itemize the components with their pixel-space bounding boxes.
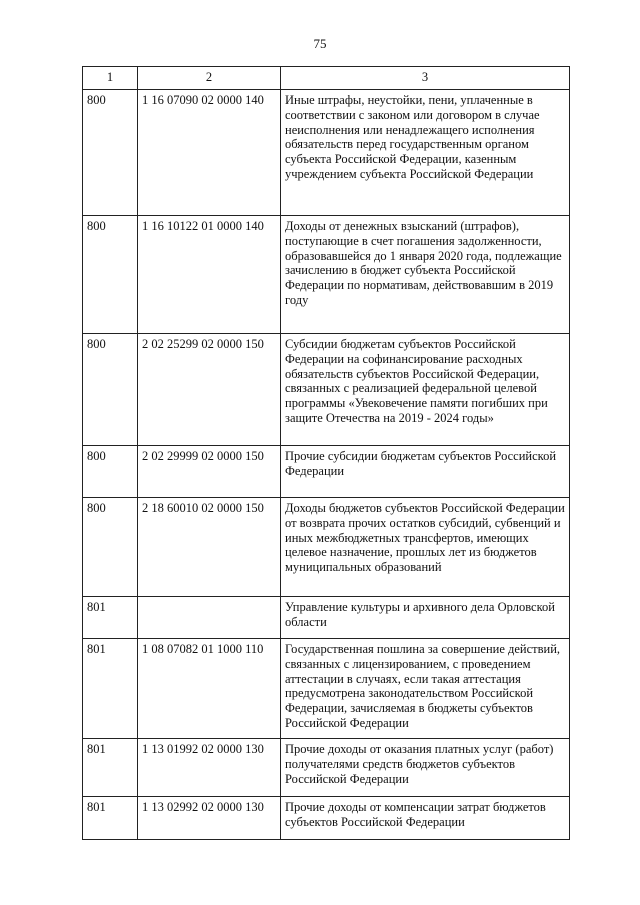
- revenue-name-cell: Прочие доходы от компенсации затрат бюджетов субъектов Российской Федерации: [281, 797, 570, 840]
- revenue-name-cell: Доходы бюджетов субъектов Российской Федерации от возврата прочих остатков субсидий, субвенций и иных межбюджетных трансфертов, имеющих целевое назначение, прошлых лет из бюджетов муниципальных образований: [281, 498, 570, 597]
- table-header-row: [83, 67, 570, 90]
- revenue-code-cell: 1 13 02992 02 0000 130: [138, 797, 281, 840]
- revenue-code-cell: [138, 597, 281, 639]
- revenue-code-cell: 1 08 07082 01 1000 110: [138, 639, 281, 739]
- revenue-name-cell: Прочие доходы от оказания платных услуг (работ) получателями средств бюджетов субъектов Российской Федерации: [281, 739, 570, 797]
- revenue-codes-table: [82, 66, 570, 840]
- table-row: [83, 334, 570, 446]
- revenue-name-cell: Иные штрафы, неустойки, пени, уплаченные в соответствии с законом или договором в случае неисполнения или ненадлежащего исполнения обязательств перед государственным органом субъекта Российской Федерации, казенным учреждением субъекта Российской Федерации: [281, 90, 570, 216]
- column-header-3: 3: [281, 67, 570, 90]
- admin-code-cell: 801: [83, 797, 138, 840]
- revenue-name-cell: Прочие субсидии бюджетам субъектов Российской Федерации: [281, 446, 570, 498]
- admin-code-cell: 801: [83, 739, 138, 797]
- admin-code-cell: 801: [83, 597, 138, 639]
- table-row: [83, 216, 570, 334]
- admin-code-cell: 800: [83, 216, 138, 334]
- admin-code-cell: 800: [83, 446, 138, 498]
- revenue-code-cell: 1 13 01992 02 0000 130: [138, 739, 281, 797]
- revenue-code-cell: 1 16 07090 02 0000 140: [138, 90, 281, 216]
- table-row: [83, 90, 570, 216]
- admin-code-cell: 800: [83, 334, 138, 446]
- table-row: [83, 639, 570, 739]
- admin-code-cell: 800: [83, 498, 138, 597]
- revenue-name-cell: Государственная пошлина за совершение действий, связанных с лицензированием, с проведением аттестации в случаях, если такая аттестация предусмотрена законодательством Российской Федерации, зачисляемая в бюджеты субъектов Российской Федерации: [281, 639, 570, 739]
- revenue-code-cell: 2 02 29999 02 0000 150: [138, 446, 281, 498]
- revenue-name-cell: Субсидии бюджетам субъектов Российской Федерации на софинансирование расходных обязательств субъектов Российской Федерации, связанных с реализацией федеральной целевой программы «Увековечение памяти погибших при защите Отечества на 2019 - 2024 годы»: [281, 334, 570, 446]
- revenue-code-cell: 2 02 25299 02 0000 150: [138, 334, 281, 446]
- table-row: [83, 597, 570, 639]
- page-number: 75: [313, 36, 327, 51]
- admin-code-cell: 801: [83, 639, 138, 739]
- column-header-2: 2: [138, 67, 281, 90]
- table-row: [83, 498, 570, 597]
- column-header-1: 1: [83, 67, 138, 90]
- revenue-code-cell: 2 18 60010 02 0000 150: [138, 498, 281, 597]
- revenue-name-cell: Доходы от денежных взысканий (штрафов), поступающие в счет погашения задолженности, образовавшейся до 1 января 2020 года, подлежащие зачислению в бюджет субъекта Российской Федерации по нормативам, действовавшим в 2019 году: [281, 216, 570, 334]
- table-row: [83, 446, 570, 498]
- revenue-code-cell: 1 16 10122 01 0000 140: [138, 216, 281, 334]
- table-row: [83, 797, 570, 840]
- department-name-cell: Управление культуры и архивного дела Орловской области: [281, 597, 570, 639]
- table-row: [83, 739, 570, 797]
- admin-code-cell: 800: [83, 90, 138, 216]
